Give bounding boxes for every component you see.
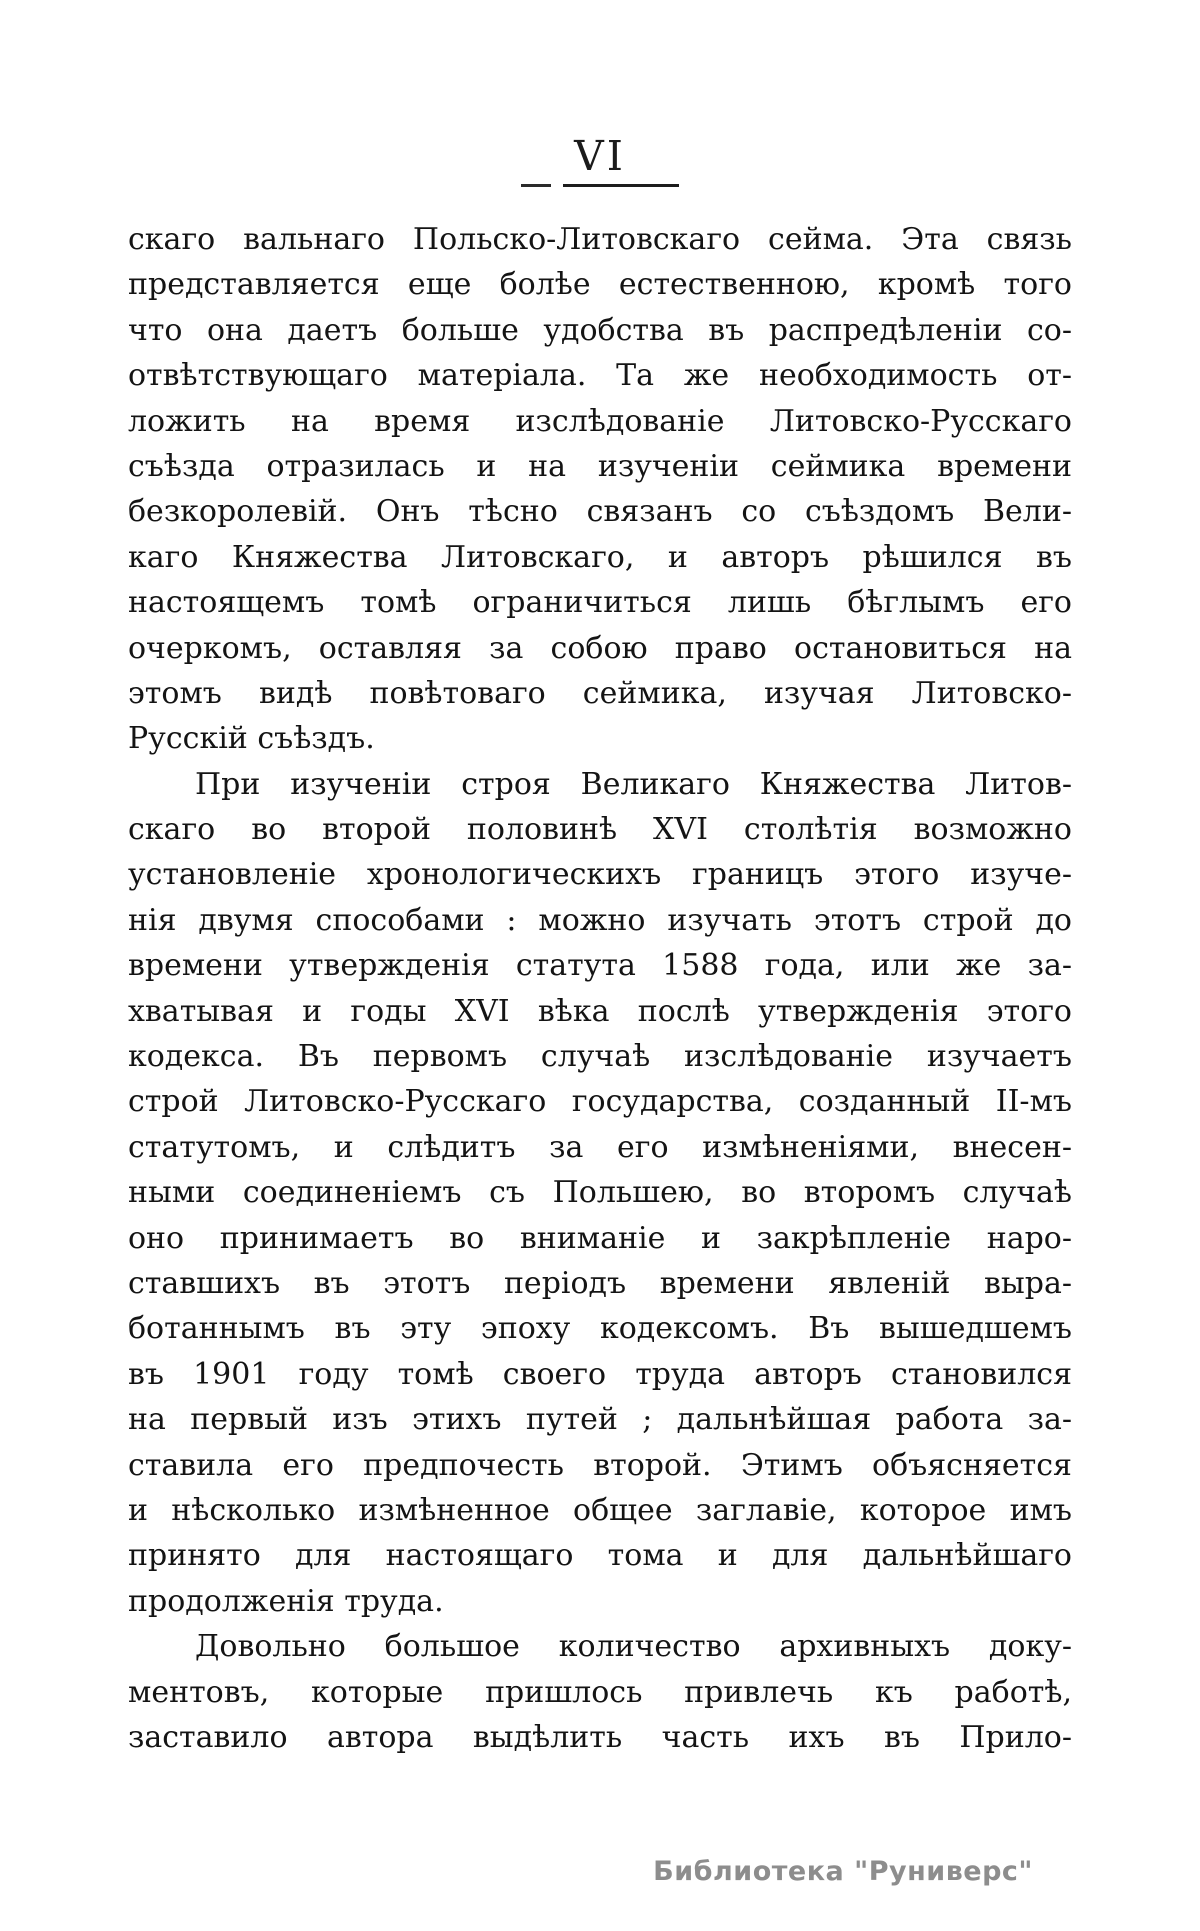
header-rule-segment [521, 184, 551, 187]
text-line: кодекса. Въ первомъ случаѣ изслѣдованіе изучаетъ [128, 1039, 1072, 1075]
text-line: ставшихъ въ этотъ періодъ времени явленій выра- [128, 1265, 1072, 1301]
text-line: продолженія труда. [128, 1583, 444, 1619]
text-line: времени утвержденія статута 1588 года, или же за- [128, 948, 1072, 984]
text-line: и нѣсколько измѣненное общее заглавіе, которое имъ [128, 1492, 1072, 1528]
text-line: настоящемъ томѣ ограничиться лишь бѣглымъ его [128, 585, 1072, 621]
text-line: принято для настоящаго тома и для дальнѣйшаго [128, 1538, 1072, 1574]
text-line: заставило автора выдѣлить часть ихъ въ Прило- [128, 1719, 1072, 1755]
text-line: хватывая и годы XVI вѣка послѣ утвержденія этого [128, 993, 1072, 1029]
text-line: ставила его предпочесть второй. Этимъ объясняется [128, 1447, 1072, 1483]
text-line: нія двумя способами : можно изучать этотъ строй до [128, 902, 1072, 938]
text-line: Довольно большое количество архивныхъ доку- [195, 1629, 1072, 1665]
text-line: этомъ видѣ повѣтоваго сеймика, изучая Литовско- [128, 675, 1072, 711]
text-line: При изученіи строя Великаго Княжества Литов- [195, 766, 1072, 802]
text-block [128, 217, 1072, 1760]
text-line: оно принимаетъ во вниманіе и закрѣпленіе наро- [128, 1220, 1072, 1256]
header-rule [0, 184, 1200, 187]
text-line: ложить на время изслѣдованіе Литовско-Русскаго [128, 403, 1072, 439]
text-line: безкоролевій. Онъ тѣсно связанъ со съѣздомъ Вели- [128, 494, 1072, 530]
header-rule-segment [563, 184, 679, 187]
text-line: очеркомъ, оставляя за собою право остановиться на [128, 630, 1072, 666]
text-line: въ 1901 году томѣ своего труда авторъ становился [128, 1356, 1072, 1392]
text-line: что она даетъ больше удобства въ распредѣленіи со- [128, 312, 1072, 348]
text-line: представляется еще болѣе естественною, кромѣ того [128, 267, 1072, 303]
text-line: отвѣтствующаго матеріала. Та же необходимость от- [128, 358, 1072, 394]
text-line: каго Княжества Литовскаго, и авторъ рѣшился въ [128, 539, 1072, 575]
text-line: строй Литовско-Русскаго государства, созданный II-мъ [128, 1084, 1072, 1120]
text-line: установленіе хронологическихъ границъ этого изуче- [128, 857, 1072, 893]
text-line: ными соединеніемъ съ Польшею, во второмъ случаѣ [128, 1175, 1072, 1211]
text-line: скаго во второй половинѣ XVI столѣтія возможно [128, 812, 1072, 848]
text-line: ботаннымъ въ эту эпоху кодексомъ. Въ вышедшемъ [128, 1311, 1072, 1347]
text-line: съѣзда отразилась и на изученіи сеймика времени [128, 448, 1072, 484]
text-line: скаго вальнаго Польско-Литовскаго сейма. Эта связь [128, 222, 1072, 257]
text-line: Русскій съѣздъ. [128, 721, 375, 757]
text-line: статутомъ, и слѣдитъ за его измѣненіями, внесен- [128, 1129, 1072, 1165]
page-number: VI [574, 132, 626, 180]
text-line: ментовъ, которые пришлось привлечь къ работѣ, [128, 1674, 1072, 1710]
text-line: на первый изъ этихъ путей ; дальнѣйшая работа за- [128, 1402, 1072, 1438]
library-watermark: Библиотека "Руниверс" [653, 1856, 1033, 1887]
